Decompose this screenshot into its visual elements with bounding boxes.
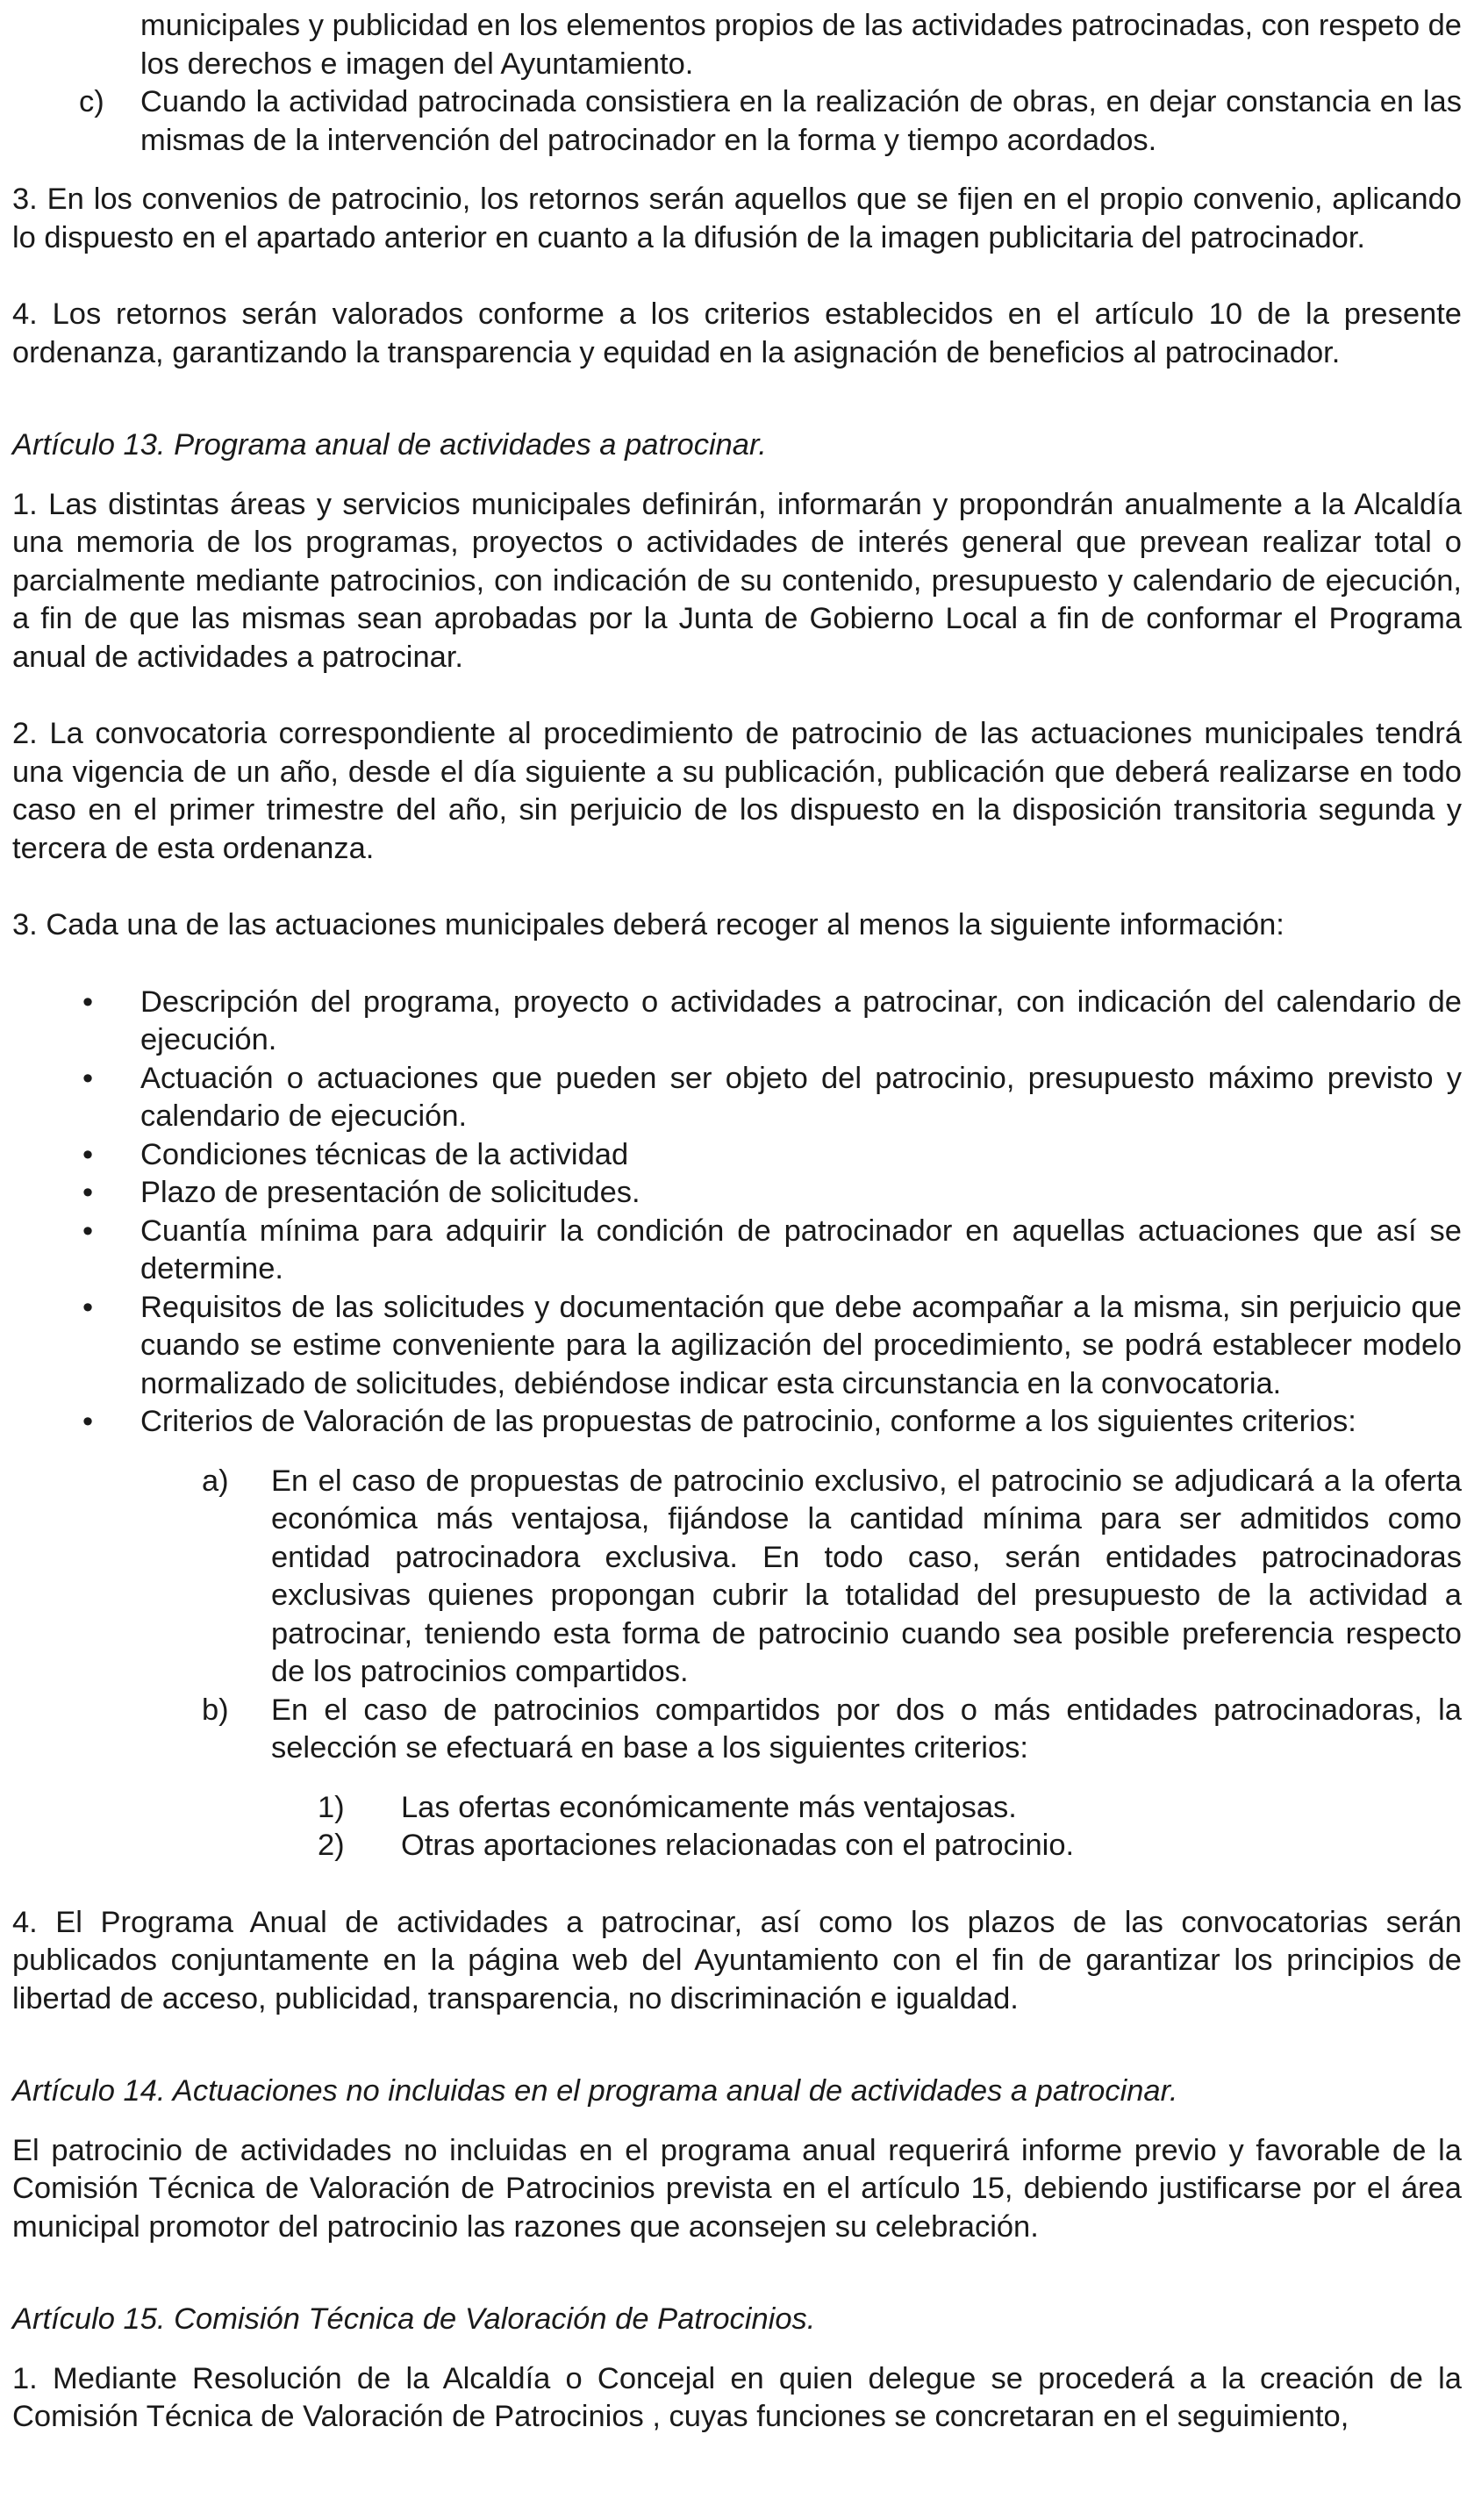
item-text: Cuando la actividad patrocinada consistiera en la realización de obras, en dejar constancia en las mismas de la intervención del patrocinador en la forma y tiempo acordados. bbox=[140, 85, 1462, 157]
item-text: En el caso de patrocinios compartidos por dos o más entidades patrocinadoras, la selección se efectuará en base a los siguientes criterios: bbox=[271, 1693, 1462, 1765]
paragraph: El patrocinio de actividades no incluidas en el programa anual requerirá informe previo y favorable de la Comisión Técnica de Valoración de Patrocinios prevista en el artículo 15, debiendo justificarse por el área municipal promotor del patrocinio las razones que aconsejen su celebración. bbox=[12, 2133, 1462, 2244]
article-heading: Artículo 14. Actuaciones no incluidas en el programa anual de actividades a patrocinar. bbox=[12, 2074, 1178, 2108]
bullet-item bbox=[12, 1174, 1462, 1213]
item-label: 1) bbox=[318, 1790, 345, 1824]
bullet-text: Plazo de presentación de solicitudes. bbox=[140, 1176, 640, 1209]
bullet-text: Condiciones técnicas de la actividad bbox=[140, 1137, 629, 1171]
bullet-symbol: • bbox=[82, 1213, 94, 1248]
bullet-item bbox=[12, 1136, 1462, 1175]
bullet-text: Actuación o actuaciones que pueden ser objeto del patrocinio, presupuesto máximo previsto y calendario de ejecución. bbox=[140, 1061, 1462, 1133]
sub-item-a bbox=[12, 1463, 1462, 1692]
item-label: c) bbox=[79, 85, 104, 118]
item-label: a) bbox=[202, 1464, 229, 1498]
continued-list-item bbox=[12, 7, 1462, 83]
paragraph: 2. La convocatoria correspondiente al procedimiento de patrocinio de las actuaciones municipales tendrá una vigencia de un año, desde el día siguiente a su publicación, publicación que deberá realizarse en todo caso en el primer trimestre del año, sin perjuicio de los dispuesto en la disposición transitoria segunda y tercera de esta ordenanza. bbox=[12, 717, 1462, 865]
article-heading: Artículo 13. Programa anual de actividades a patrocinar. bbox=[12, 428, 767, 462]
bullet-symbol: • bbox=[82, 1405, 94, 1438]
item-label: 2) bbox=[318, 1829, 345, 1862]
item-text: Las ofertas económicamente más ventajosas. bbox=[401, 1790, 1017, 1824]
numbered-item-1 bbox=[12, 1789, 1462, 1828]
bullet-text: Cuantía mínima para adquirir la condición de patrocinador en aquellas actuaciones que así se determine. bbox=[140, 1213, 1462, 1285]
item-text: Otras aportaciones relacionadas con el patrocinio. bbox=[401, 1829, 1075, 1862]
article-heading: Artículo 15. Comisión Técnica de Valoración de Patrocinios. bbox=[12, 2302, 816, 2336]
bullet-item bbox=[12, 1213, 1462, 1289]
list-item-c bbox=[12, 83, 1462, 160]
numbered-item-2 bbox=[12, 1827, 1462, 1865]
paragraph: 3. En los convenios de patrocinio, los retornos serán aquellos que se fijen en el propio convenio, aplicando lo dispuesto en el apartado anterior en cuanto a la difusión de la imagen publicitaria del patrocinador. bbox=[12, 183, 1462, 254]
paragraph: 4. Los retornos serán valorados conforme a los criterios establecidos en el artículo 10 de la presente ordenanza, garantizando la transparencia y equidad en la asignación de beneficios al patrocinador. bbox=[12, 297, 1462, 369]
sub-item-b bbox=[12, 1692, 1462, 1768]
bullet-text: Descripción del programa, proyecto o actividades a patrocinar, con indicación del calendario de ejecución. bbox=[140, 984, 1462, 1056]
paragraph: 3. Cada una de las actuaciones municipales deberá recoger al menos la siguiente información: bbox=[12, 908, 1284, 941]
bullet-symbol: • bbox=[82, 1290, 94, 1324]
bullet-symbol: • bbox=[82, 984, 94, 1019]
bullet-text: Requisitos de las solicitudes y documentación que debe acompañar a la misma, sin perjuicio que cuando se estime conveniente para la agilización del procedimiento, se podrá establecer modelo normalizado de solicitudes, debiéndose indicar esta circunstancia en la convocatoria. bbox=[140, 1290, 1462, 1400]
paragraph: 1. Mediante Resolución de la Alcaldía o Concejal en quien delegue se procederá a la creación de la Comisión Técnica de Valoración de Patrocinios , cuyas funciones se concretaran en el seguimiento, bbox=[12, 2361, 1462, 2433]
paragraph: 1. Las distintas áreas y servicios municipales definirán, informarán y propondrán anualmente a la Alcaldía una memoria de los programas, proyectos o actividades de interés general que prevean realizar total o parcialmente mediante patrocinios, con indicación de su contenido, presupuesto y calendario de ejecución, a fin de que las mismas sean aprobadas por la Junta de Gobierno Local a fin de conformar el Programa anual de actividades a patrocinar. bbox=[12, 487, 1462, 674]
bullet-text: Criterios de Valoración de las propuestas de patrocinio, conforme a los siguientes criterios: bbox=[140, 1405, 1356, 1438]
document-page bbox=[12, 7, 1462, 2437]
bullet-symbol: • bbox=[82, 1137, 94, 1171]
paragraph: 4. El Programa Anual de actividades a patrocinar, así como los plazos de las convocatorias serán publicados conjuntamente en la página web del Ayuntamiento con el fin de garantizar los principios de libertad de acceso, publicidad, transparencia, no discriminación e igualdad. bbox=[12, 1905, 1462, 2015]
bullet-item bbox=[12, 984, 1462, 1060]
bullet-item bbox=[12, 1289, 1462, 1404]
continued-text: municipales y publicidad en los elementos propios de las actividades patrocinadas, con respeto de los derechos e imagen del Ayuntamiento. bbox=[140, 9, 1462, 81]
bullet-item bbox=[12, 1403, 1462, 1442]
item-text: En el caso de propuestas de patrocinio exclusivo, el patrocinio se adjudicará a la oferta económica más ventajosa, fijándose la cantidad mínima para ser admitidos como entidad patrocinadora exclusiva. En todo caso, serán entidades patrocinadoras exclusivas quienes propongan cubrir la totalidad del presupuesto de la actividad a patrocinar, teniendo esta forma de patrocinio cuando sea posible preferencia respecto de los patrocinios compartidos. bbox=[271, 1464, 1462, 1688]
bullet-symbol: • bbox=[82, 1061, 94, 1095]
bullet-symbol: • bbox=[82, 1176, 94, 1209]
bullet-item bbox=[12, 1060, 1462, 1136]
item-label: b) bbox=[202, 1693, 229, 1727]
